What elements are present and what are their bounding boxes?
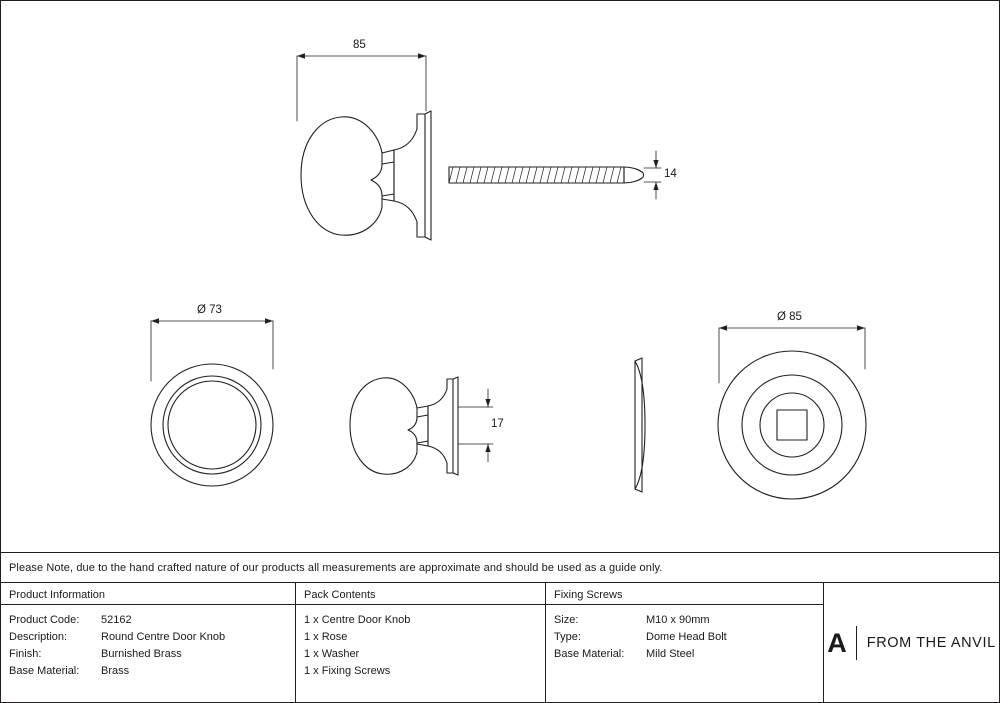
fixing-screws-column xyxy=(546,583,824,703)
product-code-row xyxy=(9,612,295,629)
measurement-note-text: Please Note, due to the hand crafted nature of our products all measurements are approximate and should be used as a guide only. xyxy=(9,561,663,574)
description-label: Description: xyxy=(9,631,68,643)
measurement-note-bar xyxy=(1,552,999,582)
dimension-label-bolt-head: 14 xyxy=(664,168,677,180)
brand-column xyxy=(824,583,999,703)
screw-type-row xyxy=(554,629,823,646)
product-code-label: Product Code: xyxy=(9,614,80,626)
finish-row xyxy=(9,646,295,663)
description-value: Round Centre Door Knob xyxy=(101,631,226,643)
brand-logo xyxy=(824,583,999,703)
base-material-row xyxy=(9,663,295,680)
screw-size-value: M10 x 90mm xyxy=(646,614,710,626)
screw-base-material-row xyxy=(554,646,823,663)
screw-type-label: Type: xyxy=(554,631,581,643)
pack-contents-item: 1 x Washer xyxy=(304,648,360,660)
fixing-screws-body xyxy=(546,605,823,663)
dimension-label-rose-depth: 17 xyxy=(491,418,504,430)
product-info-block xyxy=(1,582,999,702)
screw-type-value: Dome Head Bolt xyxy=(646,631,727,643)
dimension-label-knob-projection: 85 xyxy=(353,39,366,51)
screw-base-material-value: Mild Steel xyxy=(646,648,695,660)
product-code-value: 52162 xyxy=(101,614,132,626)
screw-base-material-label: Base Material: xyxy=(554,648,625,660)
product-information-column xyxy=(1,583,296,703)
pack-contents-column xyxy=(296,583,546,703)
product-information-body xyxy=(1,605,295,680)
screw-size-row xyxy=(554,612,823,629)
fixing-screws-heading: Fixing Screws xyxy=(546,583,823,605)
finish-value: Burnished Brass xyxy=(101,648,182,660)
pack-contents-heading: Pack Contents xyxy=(296,583,545,605)
dimension-label-knob-diameter: Ø 73 xyxy=(197,304,222,316)
pack-contents-item: 1 x Centre Door Knob xyxy=(304,614,411,626)
pack-contents-item: 1 x Fixing Screws xyxy=(304,665,391,677)
pack-contents-body xyxy=(296,605,545,680)
pack-contents-item: 1 x Rose xyxy=(304,631,348,643)
logo-divider xyxy=(856,626,857,660)
base-material-label: Base Material: xyxy=(9,665,80,677)
dimension-label-rose-diameter: Ø 85 xyxy=(777,311,802,323)
screw-size-label: Size: xyxy=(554,614,579,626)
description-row xyxy=(9,629,295,646)
product-information-heading: Product Information xyxy=(1,583,295,605)
anvil-a-icon: A xyxy=(827,627,846,658)
base-material-value: Brass xyxy=(101,665,130,677)
brand-name: FROM THE ANVIL xyxy=(866,635,996,651)
finish-label: Finish: xyxy=(9,648,42,660)
